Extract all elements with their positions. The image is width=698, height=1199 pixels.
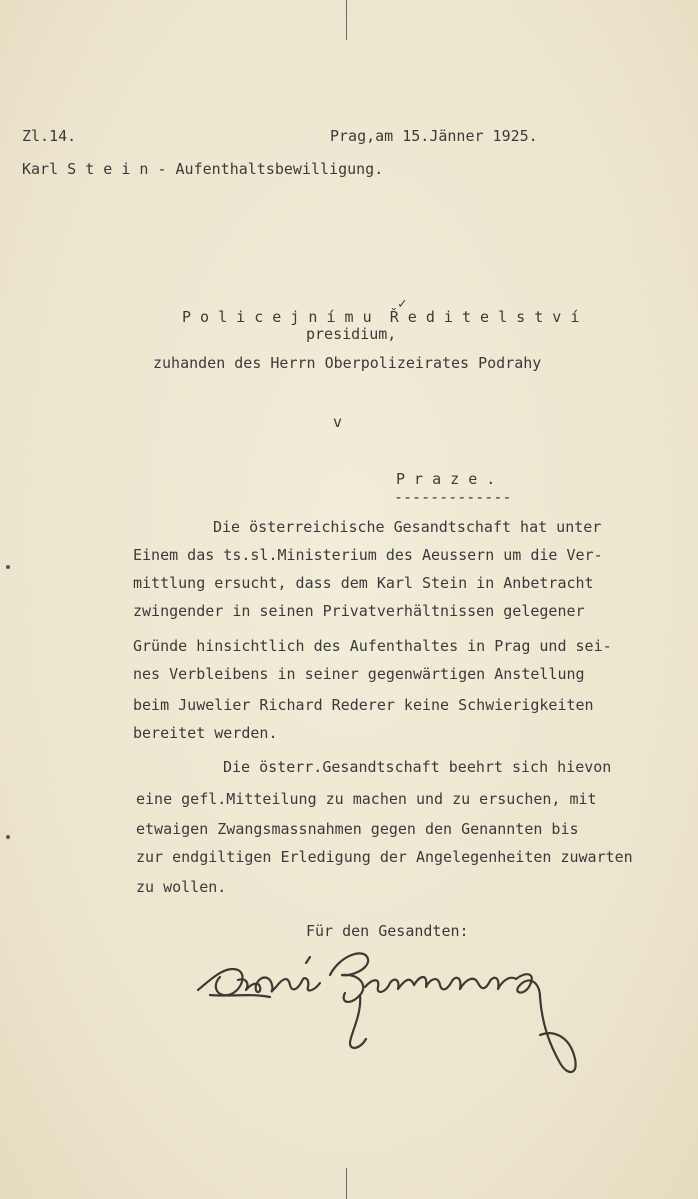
body-line: eine gefl.Mitteilung zu machen und zu ersuchen, mit bbox=[136, 790, 597, 808]
body-line: bereitet werden. bbox=[133, 724, 278, 742]
addressee-city: P r a z e . bbox=[396, 470, 496, 488]
fold-mark-bottom bbox=[346, 1168, 347, 1199]
reference-number: Zl.14. bbox=[22, 127, 77, 145]
city-underline: ------------- bbox=[394, 488, 512, 506]
subject-line: Karl S t e i n - Aufenthaltsbewilligung. bbox=[22, 160, 384, 178]
body-line: zur endgiltigen Erledigung der Angelegenheiten zuwarten bbox=[136, 848, 633, 866]
punch-mark bbox=[6, 835, 10, 839]
addressee-line-3: zuhanden des Herrn Oberpolizeirates Podrahy bbox=[153, 354, 542, 372]
body-line: nes Verbleibens in seiner gegenwärtigen Anstellung bbox=[133, 665, 585, 683]
body-line: Die österr.Gesandtschaft beehrt sich hievon bbox=[223, 758, 612, 776]
body-line: etwaigen Zwangsmassnahmen gegen den Genannten bis bbox=[136, 820, 579, 838]
place-date: Prag,am 15.Jänner 1925. bbox=[330, 127, 538, 145]
fold-mark-top bbox=[346, 0, 347, 40]
body-line: Einem das ts.sl.Ministerium des Aeussern um die Ver- bbox=[133, 546, 603, 564]
body-line: mittlung ersucht, dass dem Karl Stein in Anbetracht bbox=[133, 574, 594, 592]
body-line: zu wollen. bbox=[136, 878, 227, 896]
body-line: Die österreichische Gesandtschaft hat unter bbox=[213, 518, 602, 536]
body-line: zwingender in seinen Privatverhältnissen gelegener bbox=[133, 602, 585, 620]
hacek-mark: ✓ bbox=[398, 296, 407, 312]
closing-for: Für den Gesandten: bbox=[306, 922, 469, 940]
body-line: Gründe hinsichtlich des Aufenthaltes in Prag und sei- bbox=[133, 637, 612, 655]
addressee-line-2: presidium, bbox=[306, 325, 397, 343]
addressee-line-4: v bbox=[333, 413, 343, 431]
signature-icon bbox=[190, 935, 590, 1089]
punch-mark bbox=[6, 565, 10, 569]
addressee-line-1: P o l i c e j n í m u Ř e d i t e l s t v í bbox=[182, 308, 580, 326]
body-line: beim Juwelier Richard Rederer keine Schwierigkeiten bbox=[133, 696, 594, 714]
